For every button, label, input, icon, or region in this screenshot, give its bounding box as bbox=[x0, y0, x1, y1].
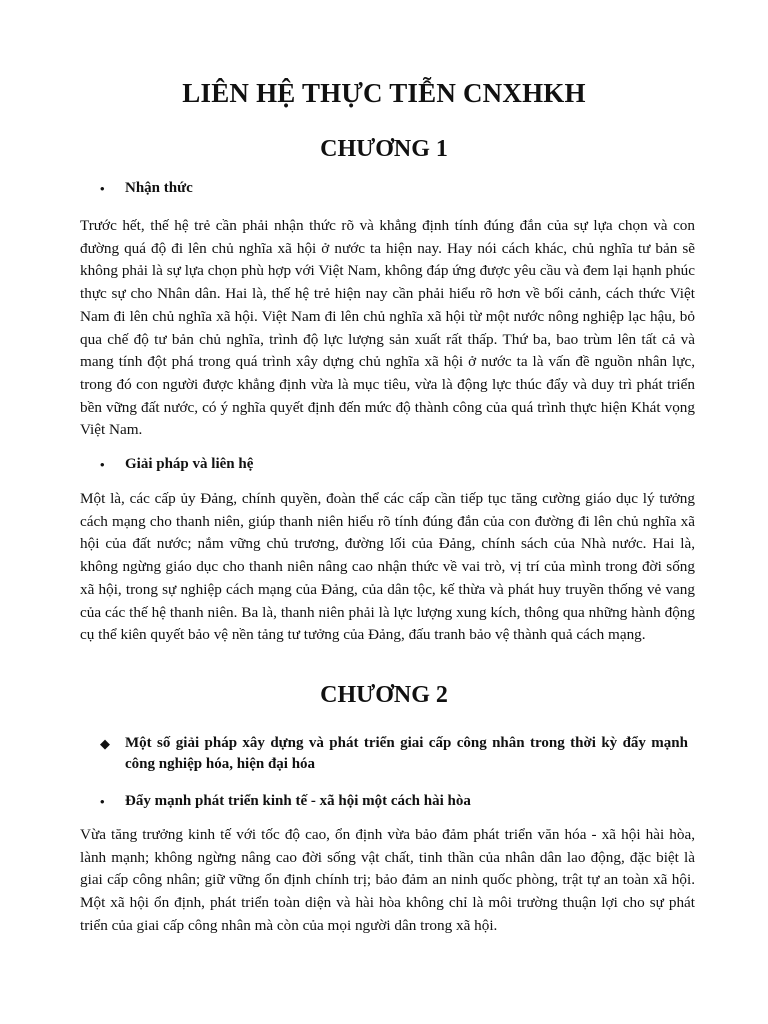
chapter-2-bullet-giai-phap-xay-dung bbox=[100, 733, 688, 775]
chapter-1-heading: CHƯƠNG 1 bbox=[320, 136, 448, 162]
document-title: LIÊN HỆ THỰC TIỄN CNXHKH bbox=[182, 78, 586, 108]
bullet-icon: • bbox=[100, 794, 105, 809]
chapter-1-paragraph-2: Một là, các cấp ủy Đảng, chính quyền, đoàn thể các cấp cần tiếp tục tăng cường giáo dục lý tưởng cách mạng cho thanh niên, giúp thanh niên hiểu rõ tính đúng đắn của con đường đi lên chủ nghĩa xã hội của đất nước; nắm vững chủ trương, đường lối của Đảng, chính sách của Nhà nước. Hai là, không ngừng giáo dục cho thanh niên nâng cao nhận thức về vai trò, vị trí của mình trong đời sống xã hội, trong sự nghiệp cách mạng của Đảng, của dân tộc, kế thừa và phát huy truyền thống vẻ vang của các thế hệ thanh niên. Ba là, thanh niên phải là lực lượng xung kích, thông qua những hành động cụ thể kiên quyết bảo vệ nền tảng tư tưởng của Đảng, đấu tranh bảo vệ thành quả cách mạng. bbox=[80, 490, 695, 644]
bullet-label: Giải pháp và liên hệ bbox=[125, 456, 254, 472]
chapter-1-bullet-giai-phap bbox=[100, 454, 688, 475]
bullet-label: Nhận thức bbox=[125, 180, 193, 196]
bullet-label: Đẩy mạnh phát triển kinh tế - xã hội một cách hài hòa bbox=[125, 793, 471, 809]
bullet-label: Một số giải pháp xây dựng và phát triển giai cấp công nhân trong thời kỳ đẩy mạnh công nghiệp hóa, hiện đại hóa bbox=[125, 735, 688, 772]
chapter-2-paragraph-1: Vừa tăng trưởng kinh tế với tốc độ cao, ổn định vừa bảo đảm phát triển văn hóa - xã hội hài hòa, lành mạnh; không ngừng nâng cao đời sống vật chất, tinh thần của nhân dân lao động, đặc biệt là giai cấp công nhân; giữ vững ổn định chính trị; bảo đảm an ninh quốc phòng, trật tự an toàn xã hội. Một xã hội ổn định, phát triển toàn diện và hài hòa không chỉ là môi trường thuận lợi cho sự phát triển của giai cấp công nhân mà còn của mọi người dân trong xã hội. bbox=[80, 826, 695, 934]
chapter-1-paragraph-1: Trước hết, thế hệ trẻ cần phải nhận thức rõ và khẳng định tính đúng đắn của sự lựa chọn và con đường quá độ đi lên chủ nghĩa xã hội ở nước ta hiện nay. Hay nói cách khác, chủ nghĩa tư bản sẽ không phải là sự lựa chọn phù hợp với Việt Nam, không đáp ứng được yêu cầu và đem lại hạnh phúc thực sự cho Nhân dân. Hai là, thế hệ trẻ hiện nay cần phải hiểu rõ hơn về bối cảnh, cách thức Việt Nam đi lên chủ nghĩa xã hội. Việt Nam đi lên chủ nghĩa xã hội từ một nước nông nghiệp lạc hậu, bỏ qua chế độ tư bản chủ nghĩa, trình độ lực lượng sản xuất rất thấp. Thứ ba, bao trùm lên tất cả và mang tính đột phá trong quá trình xây dựng chủ nghĩa xã hội ở nước ta là vấn đề nguồn nhân lực, trong đó con người được khẳng định vừa là mục tiêu, vừa là động lực thúc đẩy và duy trì phát triển bền vững đất nước, có ý nghĩa quyết định đến mức độ thành công của quá trình thực hiện Khát vọng Việt Nam. bbox=[80, 217, 695, 439]
chapter-2-bullet-day-manh bbox=[100, 791, 688, 812]
chapter-2-heading: CHƯƠNG 2 bbox=[320, 682, 448, 708]
bullet-icon: • bbox=[100, 457, 105, 472]
chapter-1-bullet-nhan-thuc bbox=[100, 178, 688, 199]
diamond-bullet-icon: ◆ bbox=[100, 736, 110, 751]
bullet-icon: • bbox=[100, 181, 105, 196]
